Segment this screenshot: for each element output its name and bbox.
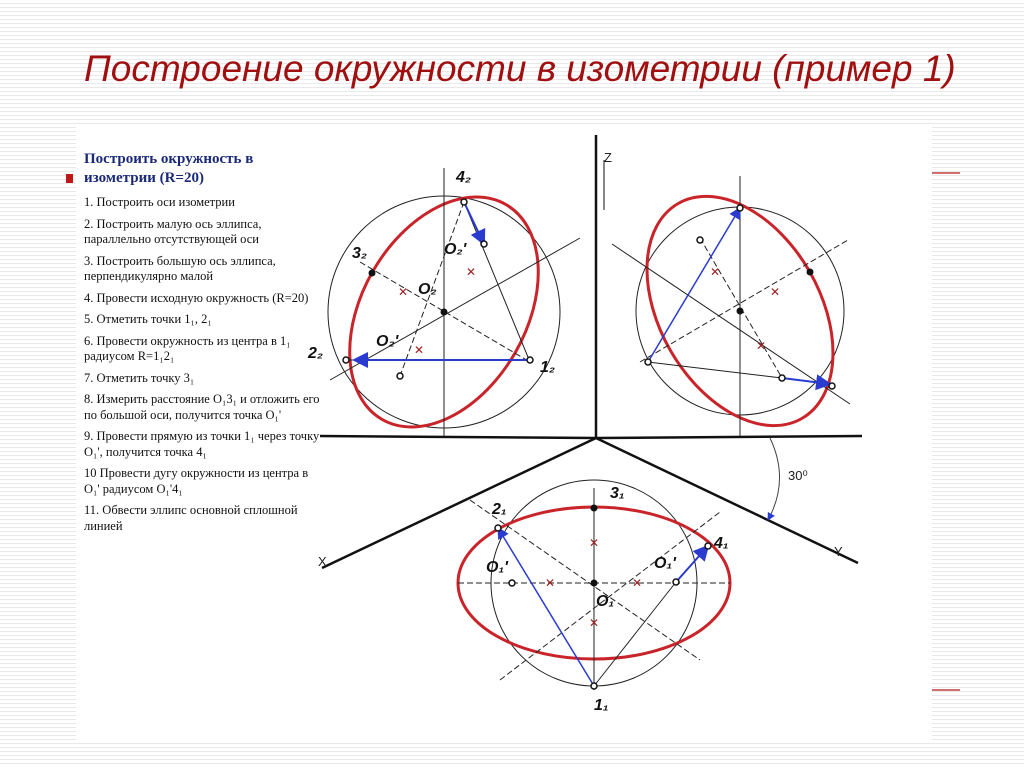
- left-point-1: [527, 357, 533, 363]
- left-cross-2: ✕: [398, 285, 409, 299]
- bottom-point-4: [705, 543, 711, 549]
- right-point-left: [645, 359, 651, 365]
- right-point-top: [737, 205, 743, 211]
- right-chord: [648, 362, 782, 378]
- right-center-point: [737, 308, 744, 315]
- right-view: [609, 164, 872, 459]
- step-1: 1. Построить оси изометрии: [84, 195, 235, 209]
- step-11: 11. Обвести эллипс основной сплошной линией: [84, 503, 298, 533]
- bottom-point-2: [495, 525, 501, 531]
- step-4: 4. Провести исходную окружность (R=20): [84, 290, 309, 305]
- label-2-1: 2₁: [492, 501, 507, 518]
- left-cross-3: ✕: [414, 343, 425, 357]
- label-2-2: 2₂: [308, 345, 323, 362]
- axis-x-label: X: [318, 554, 327, 569]
- left-point-o2-top: [481, 241, 487, 247]
- bottom-cross-1: ✕: [589, 536, 600, 550]
- right-arrow-bottom: [782, 378, 830, 384]
- left-arrow-top: [464, 202, 484, 244]
- step-7: 7. Отметить точку 3₁: [84, 370, 195, 385]
- right-cross-3: ✕: [756, 339, 767, 353]
- label-3-1: 3₁: [610, 485, 625, 502]
- axis-y-label: Y: [834, 544, 843, 559]
- step-3: 3. Построить большую ось эллипса, перпендикулярно малой: [84, 253, 276, 283]
- label-o2-center: O₂: [418, 281, 437, 298]
- left-cross-1: ✕: [466, 265, 477, 279]
- bottom-point-o1-left: [509, 580, 515, 586]
- bottom-point-3: [591, 505, 598, 512]
- bottom-view: [458, 480, 730, 714]
- bottom-point-o1-right: [673, 579, 679, 585]
- right-point-o-top: [697, 237, 703, 243]
- left-center-point: [441, 309, 448, 316]
- angle-label: 30⁰: [788, 468, 808, 483]
- bottom-cross-3: ✕: [632, 576, 643, 590]
- right-axis-line: [612, 244, 850, 404]
- right-minor-axis: [640, 240, 848, 362]
- step-6: 6. Провести окружность из центра в 1₁ радиусом R=1₁2₁: [84, 333, 291, 363]
- steps-title: Построить окружность в изометрии (R=20): [84, 151, 254, 186]
- label-1-1: 1₁: [594, 697, 609, 714]
- right-cross-1: ✕: [710, 265, 721, 279]
- left-view: [307, 164, 580, 461]
- right-point-o-bottom: [779, 375, 785, 381]
- angle-arc: [768, 438, 780, 520]
- right-arrow-top: [648, 208, 740, 362]
- label-o2-bottom: O₂': [376, 333, 399, 350]
- label-o1-left: O₁': [486, 559, 508, 576]
- label-4-1: 4₁: [714, 535, 729, 552]
- bottom-center-point: [591, 580, 598, 587]
- bottom-diagonal-1: [470, 500, 700, 660]
- bottom-cross-4: ✕: [589, 616, 600, 630]
- left-point-o2-bottom: [397, 373, 403, 379]
- step-5: 5. Отметить точки 1₁, 2₁: [84, 312, 212, 326]
- axis-left-horizontal: [320, 436, 596, 438]
- label-4-2: 4₂: [456, 169, 471, 186]
- label-o1-center: O₁: [596, 593, 615, 610]
- right-cross-2: ✕: [770, 285, 781, 299]
- left-chord: [464, 202, 530, 362]
- bottom-point-1: [591, 683, 597, 689]
- label-3-2: 3₂: [352, 245, 367, 262]
- label-1-2: 1₂: [540, 359, 555, 376]
- label-o1-right: O₁': [654, 555, 676, 572]
- step-8: 8. Измерить расстояние О₁3₁ и отложить его по большой оси, получится точка О₁': [84, 392, 320, 422]
- left-point-4: [461, 199, 467, 205]
- left-point-2: [343, 357, 349, 363]
- bottom-cross-2: ✕: [545, 576, 556, 590]
- axis-x: [322, 438, 596, 568]
- right-point-right: [829, 383, 835, 389]
- iso-axes: [320, 135, 862, 568]
- step-2: 2. Построить малую ось эллипса, параллельно отсутствующей оси: [84, 216, 262, 246]
- axis-right-horizontal: [596, 436, 862, 438]
- label-o2-top: O₂': [444, 241, 467, 258]
- left-point-3: [369, 270, 376, 277]
- slide-title: Построение окружности в изометрии (пример 1): [84, 48, 956, 89]
- bottom-arrow-left: [498, 528, 594, 686]
- step-9: 9. Провести прямую из точки 1₁ через точку О₁', получится точка 4₁: [84, 429, 320, 459]
- right-point-dark: [807, 269, 814, 276]
- step-10: 10 Провести дугу окружности из центра в О₁' радиусом О₁'4₁: [84, 466, 309, 496]
- axis-z-label: Z: [604, 150, 612, 165]
